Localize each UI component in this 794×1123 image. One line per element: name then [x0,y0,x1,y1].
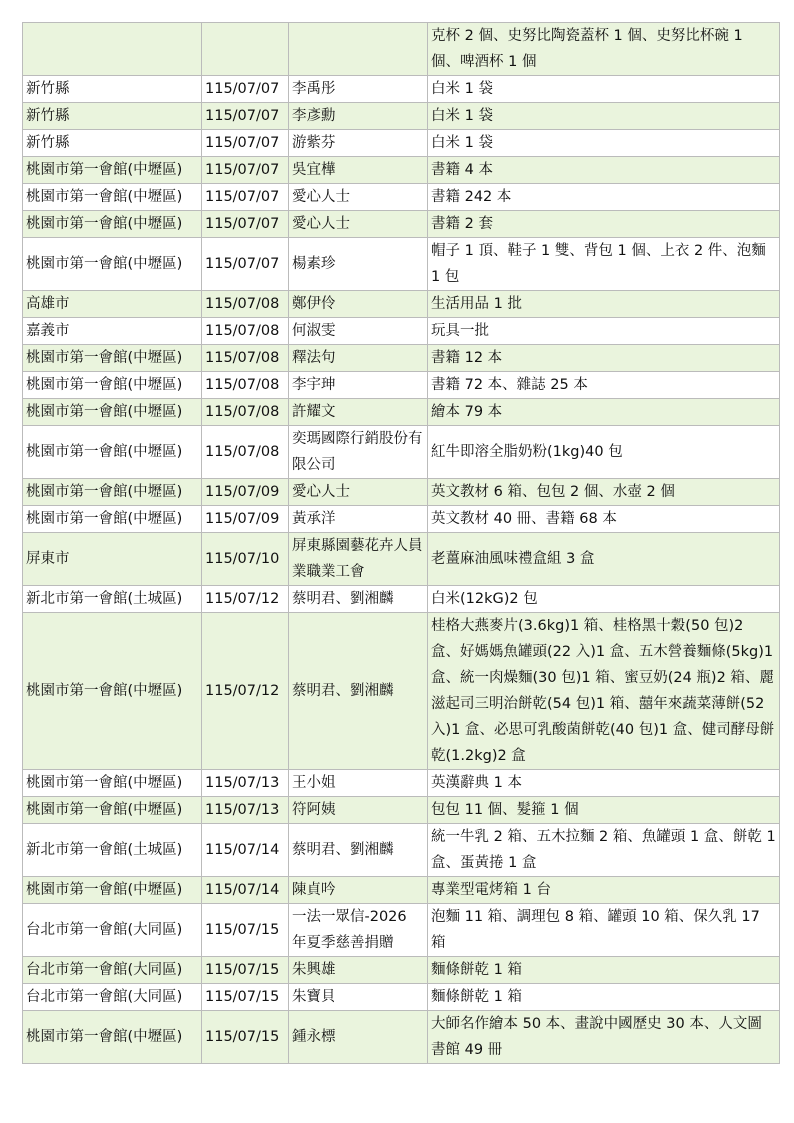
location-cell: 桃園市第一會館(中壢區) [23,372,201,398]
location-cell: 新北市第一會館(土城區) [23,824,201,876]
table-row [23,23,779,75]
location-cell: 桃園市第一會館(中壢區) [23,184,201,210]
donor-cell: 朱興雄 [289,957,427,983]
location-cell: 桃園市第一會館(中壢區) [23,797,201,823]
donor-cell: 李禹彤 [289,76,427,102]
table-row [23,957,779,983]
table-row [23,904,779,956]
items-cell: 包包 11 個、髮箍 1 個 [428,797,779,823]
location-cell: 桃園市第一會館(中壢區) [23,238,201,290]
items-cell: 英漢辭典 1 本 [428,770,779,796]
table-row [23,586,779,612]
date-cell: 115/07/07 [202,130,288,156]
items-cell: 白米 1 袋 [428,130,779,156]
donor-cell: 愛心人士 [289,184,427,210]
items-cell: 書籍 12 本 [428,345,779,371]
items-cell: 麵條餅乾 1 箱 [428,957,779,983]
items-cell: 統一牛乳 2 箱、五木拉麵 2 箱、魚罐頭 1 盒、餅乾 1 盒、蛋黃捲 1 盒 [428,824,779,876]
location-cell: 桃園市第一會館(中壢區) [23,1011,201,1063]
donor-cell: 釋法句 [289,345,427,371]
date-cell: 115/07/07 [202,76,288,102]
date-cell: 115/07/13 [202,770,288,796]
date-cell: 115/07/07 [202,184,288,210]
table-row [23,479,779,505]
table-row [23,506,779,532]
location-cell [23,23,201,75]
location-cell: 桃園市第一會館(中壢區) [23,613,201,769]
table-row [23,533,779,585]
donation-table [22,22,780,1064]
donor-cell: 楊素珍 [289,238,427,290]
date-cell: 115/07/15 [202,904,288,956]
donation-record-page [22,22,780,1064]
items-cell: 克杯 2 個、史努比陶瓷蓋杯 1 個、史努比杯碗 1 個、啤酒杯 1 個 [428,23,779,75]
table-row [23,103,779,129]
location-cell: 屏東市 [23,533,201,585]
date-cell: 115/07/07 [202,211,288,237]
items-cell: 老薑麻油風味禮盒組 3 盒 [428,533,779,585]
donor-cell: 鄭伊伶 [289,291,427,317]
date-cell: 115/07/13 [202,797,288,823]
location-cell: 嘉義市 [23,318,201,344]
date-cell: 115/07/12 [202,613,288,769]
location-cell: 台北市第一會館(大同區) [23,984,201,1010]
donor-cell: 李宇珅 [289,372,427,398]
location-cell: 新竹縣 [23,103,201,129]
date-cell: 115/07/14 [202,877,288,903]
table-row [23,426,779,478]
date-cell: 115/07/08 [202,399,288,425]
table-row [23,184,779,210]
date-cell: 115/07/10 [202,533,288,585]
date-cell: 115/07/12 [202,586,288,612]
location-cell: 桃園市第一會館(中壢區) [23,770,201,796]
location-cell: 桃園市第一會館(中壢區) [23,506,201,532]
table-row [23,76,779,102]
donor-cell: 鍾永標 [289,1011,427,1063]
table-row [23,211,779,237]
table-row [23,797,779,823]
location-cell: 桃園市第一會館(中壢區) [23,399,201,425]
date-cell: 115/07/08 [202,318,288,344]
location-cell: 桃園市第一會館(中壢區) [23,877,201,903]
table-row [23,291,779,317]
donor-cell: 蔡明君、劉湘麟 [289,824,427,876]
table-row [23,770,779,796]
date-cell: 115/07/09 [202,479,288,505]
items-cell: 紅牛即溶全脂奶粉(1kg)40 包 [428,426,779,478]
date-cell: 115/07/07 [202,238,288,290]
items-cell: 英文教材 6 箱、包包 2 個、水壺 2 個 [428,479,779,505]
donor-cell: 屏東縣園藝花卉人員業職業工會 [289,533,427,585]
donation-table-body [23,23,779,1063]
donor-cell: 蔡明君、劉湘麟 [289,586,427,612]
date-cell: 115/07/09 [202,506,288,532]
location-cell: 新竹縣 [23,130,201,156]
donor-cell: 陳貞吟 [289,877,427,903]
donor-cell: 一法一眾信-2026 年夏季慈善捐贈 [289,904,427,956]
donor-cell: 吳宜樺 [289,157,427,183]
items-cell: 白米 1 袋 [428,103,779,129]
location-cell: 桃園市第一會館(中壢區) [23,345,201,371]
location-cell: 台北市第一會館(大同區) [23,904,201,956]
donor-cell: 王小姐 [289,770,427,796]
items-cell: 白米(12kG)2 包 [428,586,779,612]
items-cell: 大師名作繪本 50 本、畫說中國歷史 30 本、人文圖書館 49 冊 [428,1011,779,1063]
date-cell: 115/07/08 [202,345,288,371]
items-cell: 生活用品 1 批 [428,291,779,317]
table-row [23,238,779,290]
location-cell: 新竹縣 [23,76,201,102]
date-cell: 115/07/07 [202,103,288,129]
location-cell: 桃園市第一會館(中壢區) [23,479,201,505]
items-cell: 書籍 72 本、雜誌 25 本 [428,372,779,398]
date-cell: 115/07/14 [202,824,288,876]
donor-cell: 蔡明君、劉湘麟 [289,613,427,769]
table-row [23,345,779,371]
location-cell: 桃園市第一會館(中壢區) [23,211,201,237]
date-cell: 115/07/08 [202,291,288,317]
items-cell: 白米 1 袋 [428,76,779,102]
items-cell: 泡麵 11 箱、調理包 8 箱、罐頭 10 箱、保久乳 17 箱 [428,904,779,956]
date-cell: 115/07/07 [202,157,288,183]
date-cell: 115/07/15 [202,957,288,983]
location-cell: 桃園市第一會館(中壢區) [23,426,201,478]
date-cell: 115/07/08 [202,372,288,398]
location-cell: 桃園市第一會館(中壢區) [23,157,201,183]
date-cell: 115/07/08 [202,426,288,478]
donor-cell: 愛心人士 [289,479,427,505]
location-cell: 新北市第一會館(土城區) [23,586,201,612]
items-cell: 帽子 1 頂、鞋子 1 雙、背包 1 個、上衣 2 件、泡麵 1 包 [428,238,779,290]
table-row [23,318,779,344]
date-cell [202,23,288,75]
items-cell: 英文教材 40 冊、書籍 68 本 [428,506,779,532]
donor-cell [289,23,427,75]
table-row [23,613,779,769]
donor-cell: 李彥勳 [289,103,427,129]
date-cell: 115/07/15 [202,984,288,1010]
donor-cell: 何淑雯 [289,318,427,344]
location-cell: 台北市第一會館(大同區) [23,957,201,983]
table-row [23,372,779,398]
items-cell: 書籍 4 本 [428,157,779,183]
items-cell: 專業型電烤箱 1 台 [428,877,779,903]
items-cell: 桂格大燕麥片(3.6kg)1 箱、桂格黑十穀(50 包)2 盒、好媽媽魚罐頭(22 入)1 盒、五木營養麵條(5kg)1 盒、統一肉燥麵(30 包)1 箱、蜜豆奶(24 瓶)2 箱、麗滋起司三明治餅乾(54 包)1 箱、囍年來蔬菜薄餅(52 入)1 盒、必思可乳酸菌餅乾(40 包)1 盒、健司酵母餅乾(1.2kg)2 盒 [428,613,779,769]
donor-cell: 朱寶貝 [289,984,427,1010]
table-row [23,157,779,183]
donor-cell: 游紫芬 [289,130,427,156]
table-row [23,399,779,425]
table-row [23,1011,779,1063]
donor-cell: 符阿姨 [289,797,427,823]
donor-cell: 許耀文 [289,399,427,425]
items-cell: 書籍 2 套 [428,211,779,237]
items-cell: 繪本 79 本 [428,399,779,425]
items-cell: 玩具一批 [428,318,779,344]
table-row [23,877,779,903]
location-cell: 高雄市 [23,291,201,317]
donor-cell: 奕瑪國際行銷股份有限公司 [289,426,427,478]
items-cell: 書籍 242 本 [428,184,779,210]
donor-cell: 愛心人士 [289,211,427,237]
date-cell: 115/07/15 [202,1011,288,1063]
donor-cell: 黃承洋 [289,506,427,532]
table-row [23,130,779,156]
items-cell: 麵條餅乾 1 箱 [428,984,779,1010]
table-row [23,984,779,1010]
table-row [23,824,779,876]
